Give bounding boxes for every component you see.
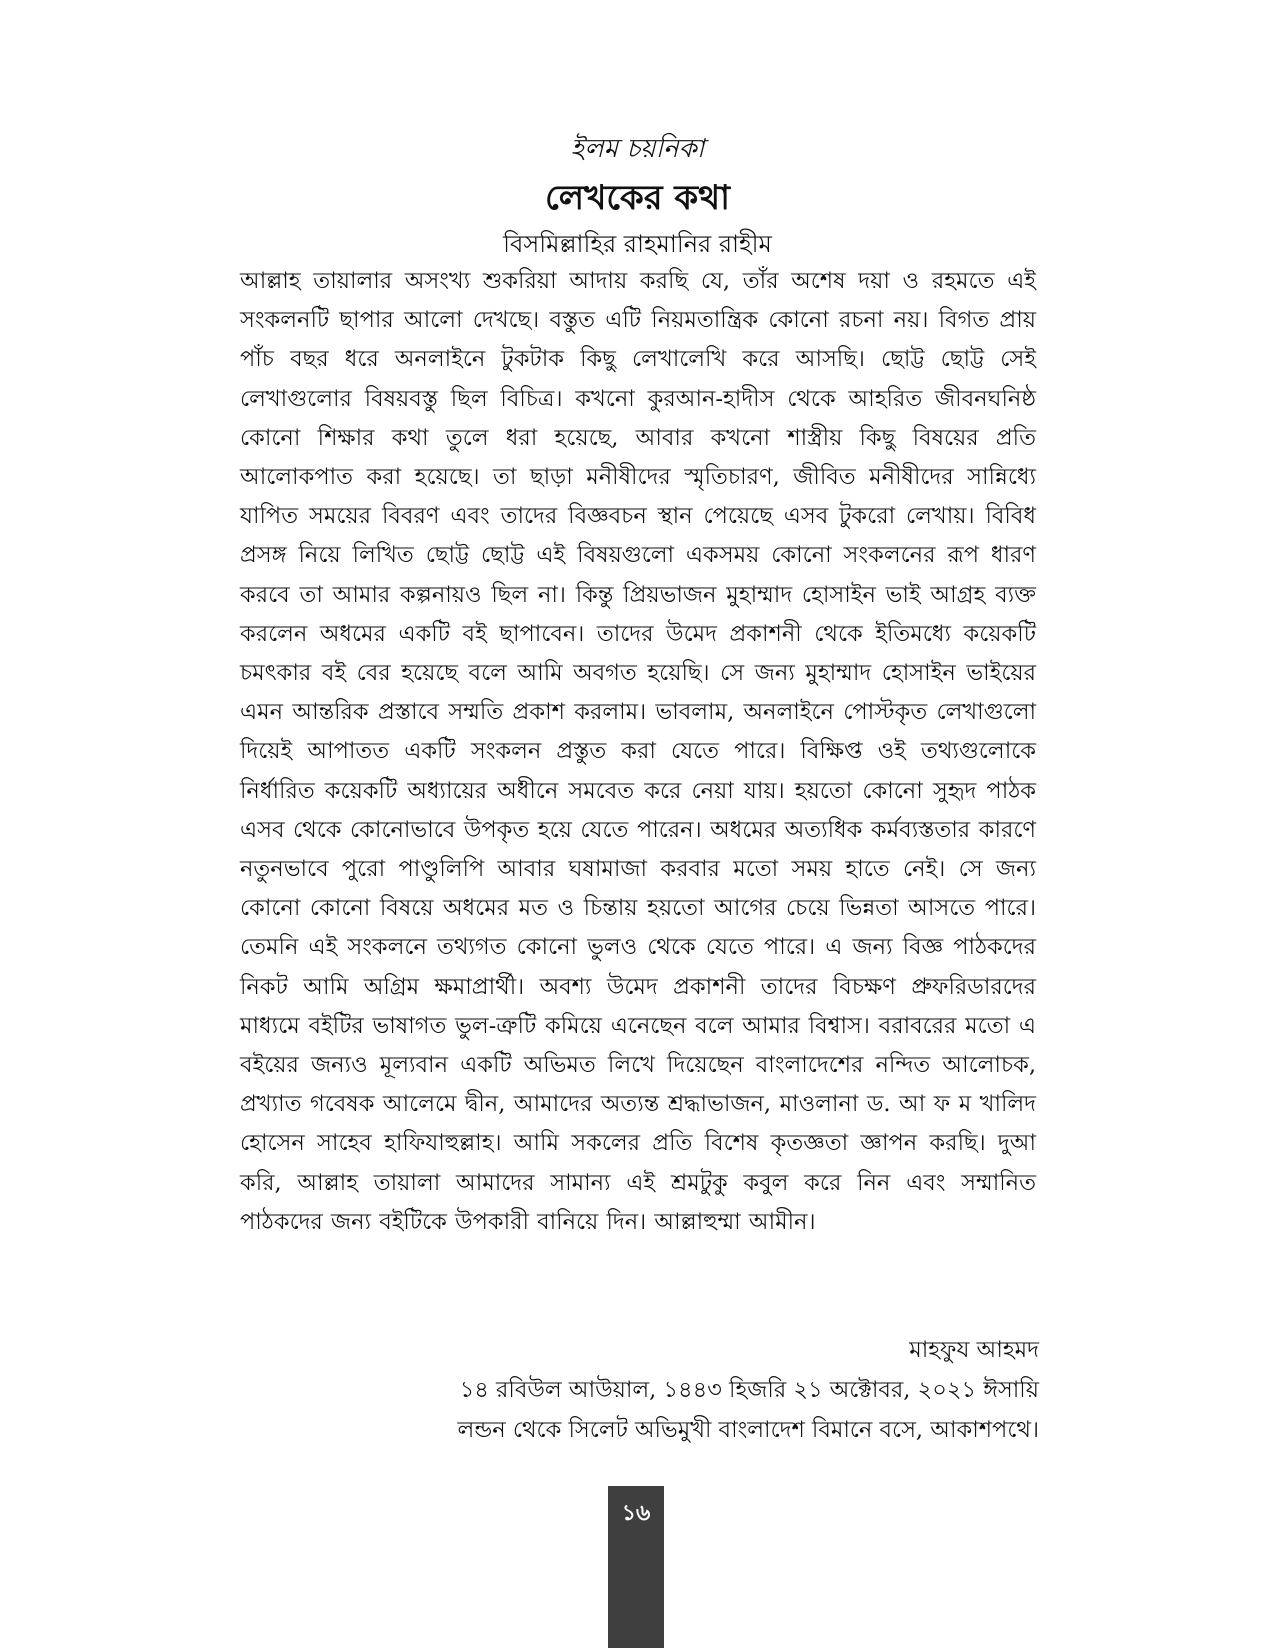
author-name: মাহফুয আহমদ — [909, 1337, 1039, 1363]
signoff-block — [239, 1330, 1039, 1450]
signoff-date: ১৪ রবিউল আউয়াল, ১৪৪৩ হিজরি ২১ অক্টোবর, ২০২১ ঈসায়ি — [459, 1377, 1039, 1403]
bismillah-subtitle: বিসমিল্লাহির রাহমানির রাহীম — [503, 230, 772, 258]
page-number: ১৬ — [621, 1500, 651, 1526]
book-title: ইলম চয়নিকা — [570, 134, 705, 164]
body-paragraph: আল্লাহ তায়ালার অসংখ্য শুকরিয়া আদায় করছি যে, তাঁর অশেষ দয়া ও রহমতে এই সংকলনটি ছাপার আলো দেখছে। বস্তুত এটি নিয়মতান্ত্রিক কোনো রচনা নয়। বিগত প্রায় পাঁচ বছর ধরে অনলাইনে টুকটাক কিছু লেখালেখি করে আসছি। ছোট্ট ছোট্ট সেই লেখাগুলোর বিষয়বস্তু ছিল বিচিত্র। কখনো কুরআন-হাদীস থেকে আহরিত জীবনঘনিষ্ঠ কোনো শিক্ষার কথা তুলে ধরা হয়েছে, আবার কখনো শাস্ত্রীয় কিছু বিষয়ের প্রতি আলোকপাত করা হয়েছে। তা ছাড়া মনীষীদের স্মৃতিচারণ, জীবিত মনীষীদের সান্নিধ্যে যাপিত সময়ের বিবরণ এবং তাদের বিজ্ঞবচন স্থান পেয়েছে এসব টুকরো লেখায়। বিবিধ প্রসঙ্গ নিয়ে লিখিত ছোট্ট ছোট্ট এই বিষয়গুলো একসময় কোনো সংকলনের রূপ ধারণ করবে তা আমার কল্পনায়ও ছিল না। কিন্তু প্রিয়ভাজন মুহাম্মাদ হোসাইন ভাই আগ্রহ ব্যক্ত করলেন অধমের একটি বই ছাপাবেন। তাদের উমেদ প্রকাশনী থেকে ইতিমধ্যে কয়েকটি চমৎকার বই বের হয়েছে বলে আমি অবগত হয়েছি। সে জন্য মুহাম্মাদ হোসাইন ভাইয়ের এমন আন্তরিক প্রস্তাবে সম্মতি প্রকাশ করলাম। ভাবলাম, অনলাইনে পোস্টকৃত লেখাগুলো দিয়েই আপাতত একটি সংকলন প্রস্তুত করা যেতে পারে। বিক্ষিপ্ত ওই তথ্যগুলোকে নির্ধারিত কয়েকটি অধ্যায়ের অধীনে সমবেত করে নেয়া যায়। হয়তো কোনো সুহৃদ পাঠক এসব থেকে কোনোভাবে উপকৃত হয়ে যেতে পারেন। অধমের অত্যধিক কর্মব্যস্ততার কারণে নতুনভাবে পুরো পাণ্ডুলিপি আবার ঘষামাজা করবার মতো সময় হাতে নেই। সে জন্য কোনো কোনো বিষয়ে অধমের মত ও চিন্তায় হয়তো আগের চেয়ে ভিন্নতা আসতে পারে। তেমনি এই সংকলনে তথ্যগত কোনো ভুলও থেকে যেতে পারে। এ জন্য বিজ্ঞ পাঠকদের নিকট আমি অগ্রিম ক্ষমাপ্রার্থী। অবশ্য উমেদ প্রকাশনী তাদের বিচক্ষণ প্রুফরিডারদের মাধ্যমে বইটির ভাষাগত ভুল-ত্রুটি কমিয়ে এনেছেন বলে আমার বিশ্বাস। বরাবরের মতো এ বইয়ের জন্যও মূল্যবান একটি অভিমত লিখে দিয়েছেন বাংলাদেশের নন্দিত আলোচক, প্রখ্যাত গবেষক আলেমে দ্বীন, আমাদের অত্যন্ত শ্রদ্ধাভাজন, মাওলানা ড. আ ফ ম খালিদ হোসেন সাহেব হাফিযাহুল্লাহ। আমি সকলের প্রতি বিশেষ কৃতজ্ঞতা জ্ঞাপন করছি। দুআ করি, আল্লাহ তায়ালা আমাদের সামান্য এই শ্রমটুকু কবুল করে নিন এবং সম্মানিত পাঠকদের জন্য বইটিকে উপকারী বানিয়ে দিন। আল্লাহুম্মা আমীন। — [240, 268, 1036, 1235]
page-title: লেখকের কথা — [544, 178, 731, 218]
signoff-place: লন্ডন থেকে সিলেট অভিমুখী বাংলাদেশ বিমানে বসে, আকাশপথে। — [457, 1417, 1039, 1443]
page-number-tab — [608, 1486, 664, 1648]
